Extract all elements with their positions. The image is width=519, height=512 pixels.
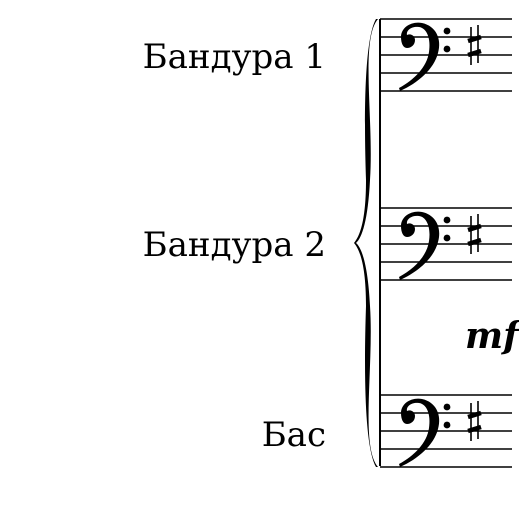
bass-clef-icon [399, 23, 450, 91]
bass-clef-icon [399, 399, 450, 467]
bass-clef-icon [399, 212, 450, 280]
dynamic-marking: mf [465, 315, 519, 357]
brace [354, 19, 378, 467]
sharp-icon [468, 25, 481, 65]
sharp-icon [468, 401, 481, 441]
sharp-icon [468, 214, 481, 254]
instrument-label-bandura-1: Бандура 1 [142, 37, 326, 77]
instrument-label-bandura-2: Бандура 2 [142, 225, 326, 265]
instrument-label-bass: Бас [261, 415, 326, 455]
